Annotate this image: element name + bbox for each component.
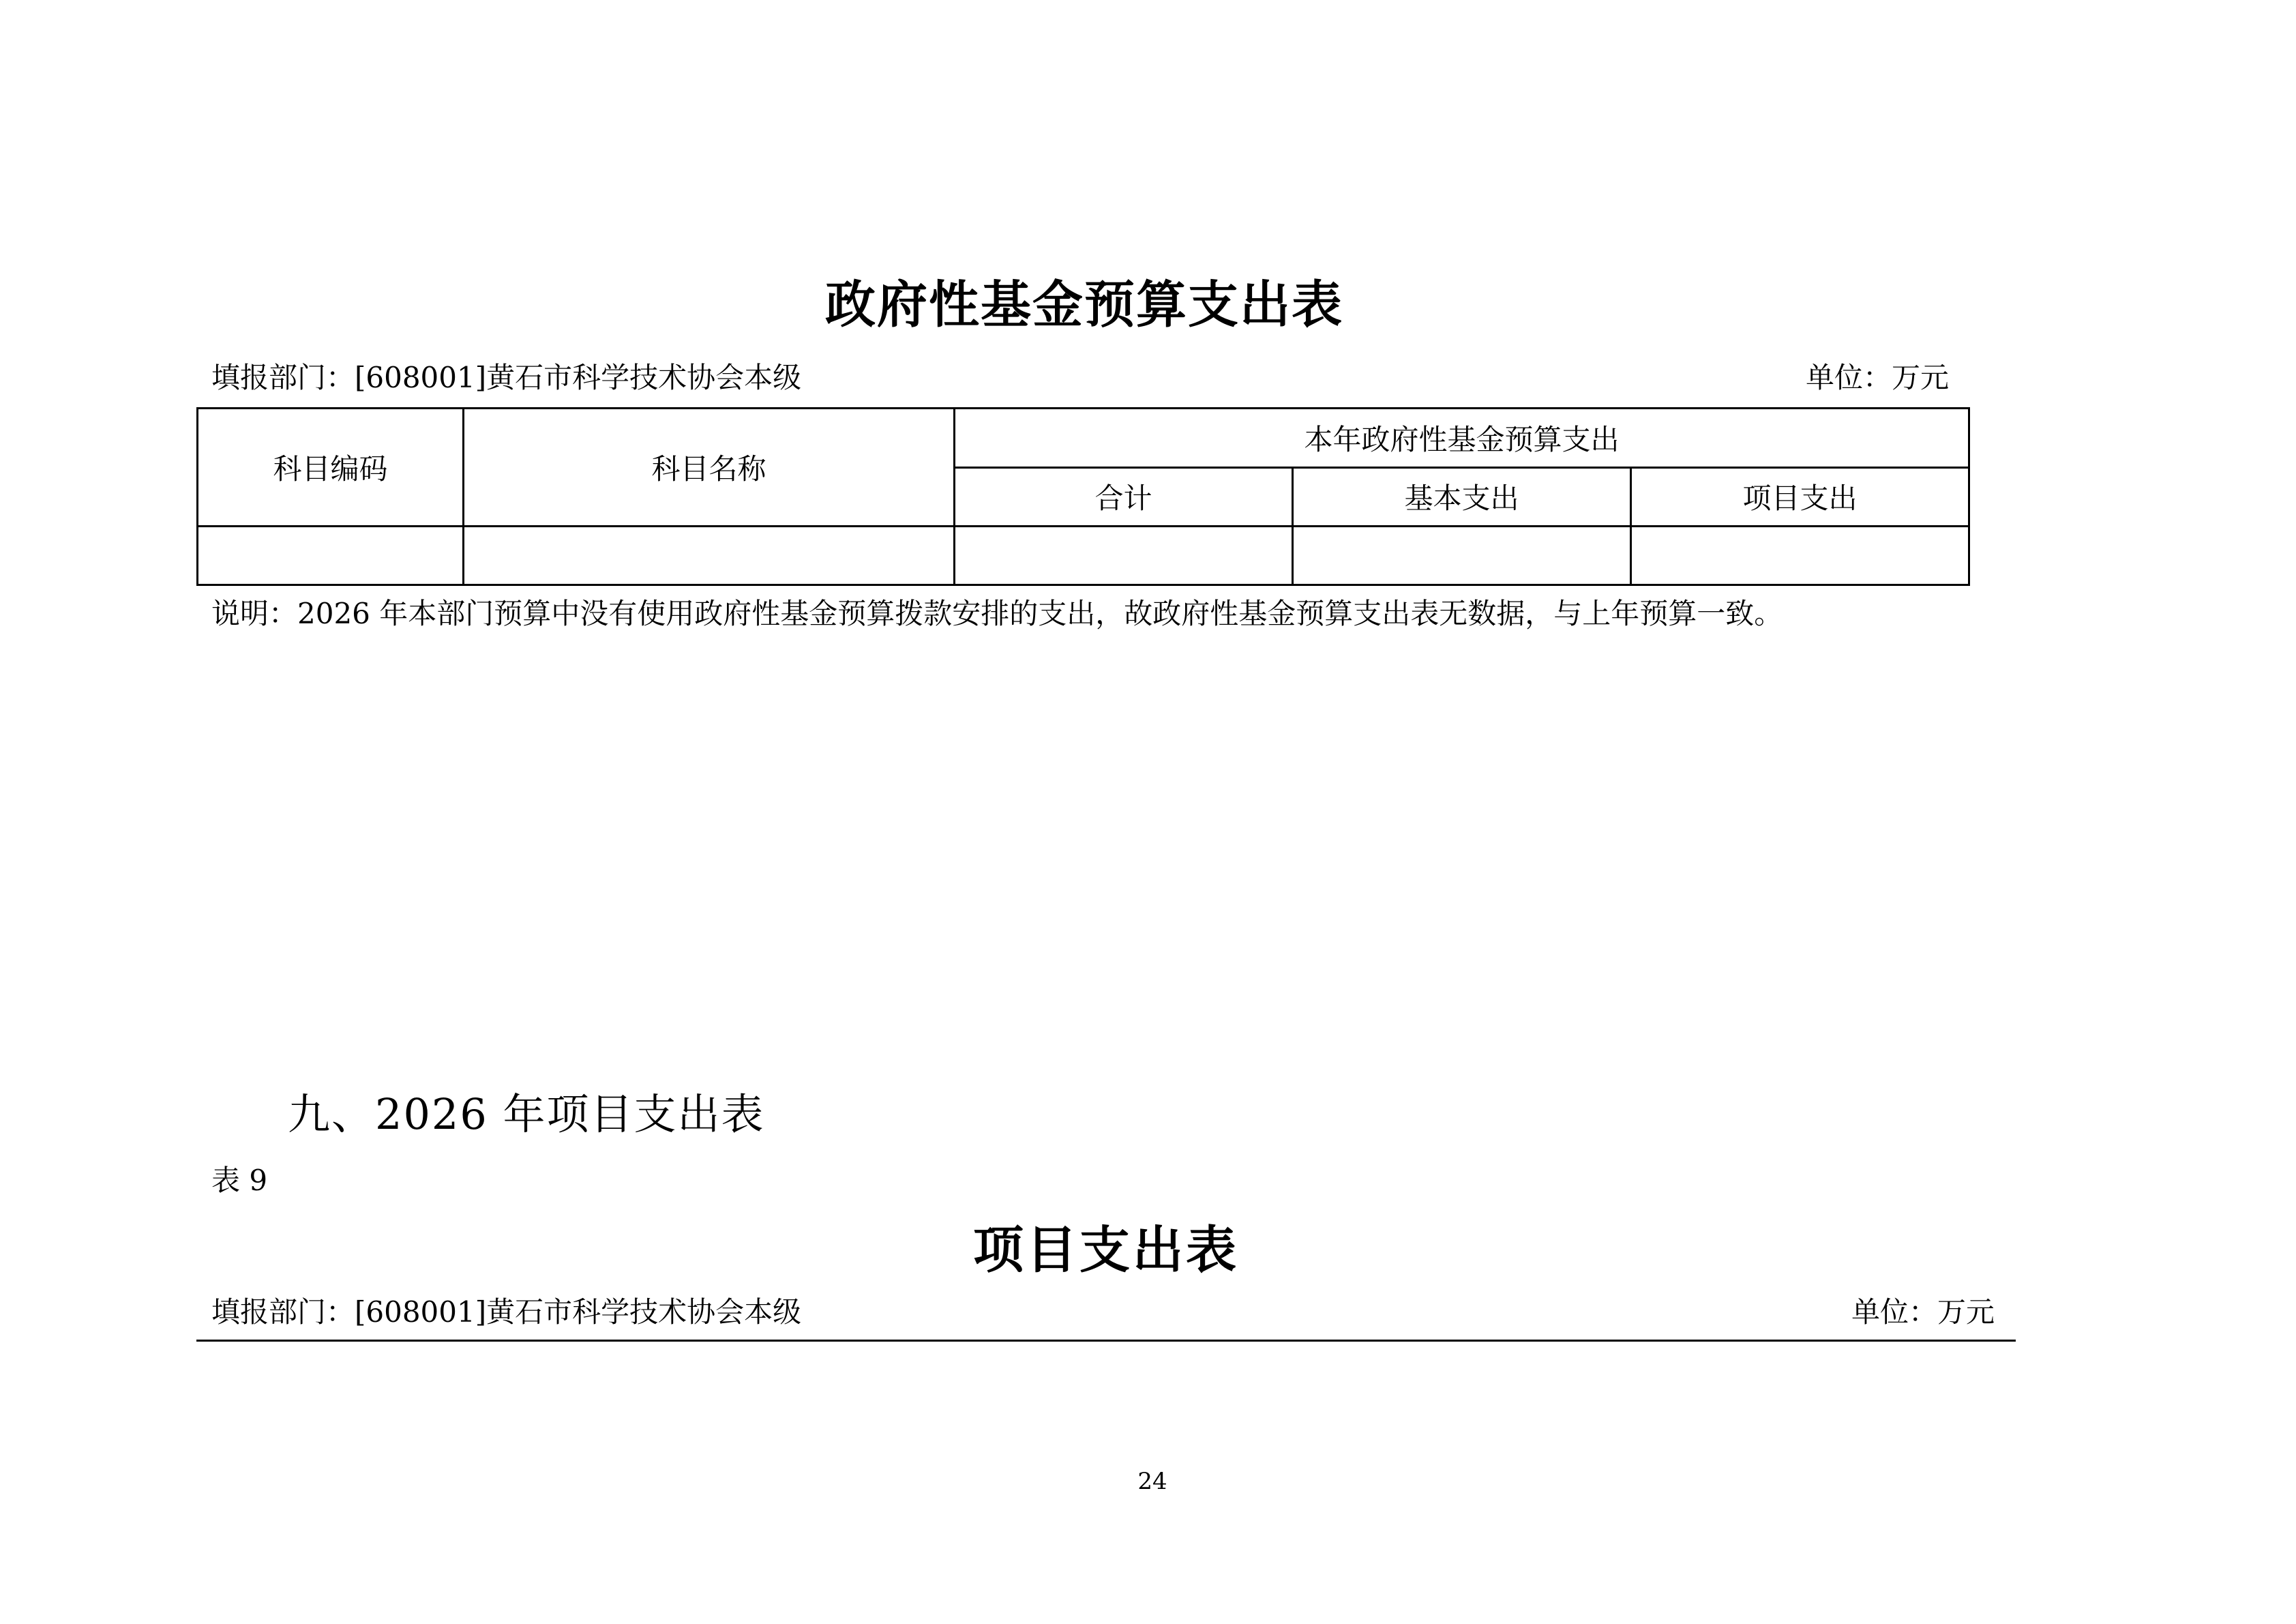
header-basic-expenditure: 基本支出 (1293, 467, 1631, 527)
cell-code (198, 527, 464, 585)
header-project-expenditure: 项目支出 (1631, 467, 1969, 527)
table9-title: 项目支出表 (973, 1221, 1239, 1280)
header-subject-code: 科目编码 (198, 409, 464, 527)
government-fund-budget-table (196, 407, 1970, 586)
table9-top-rule (196, 1340, 2016, 1342)
header-total: 合计 (955, 467, 1293, 527)
table9-unit-label: 单位：万元 (1851, 1295, 1995, 1329)
page-number: 24 (1137, 1468, 1167, 1495)
table8-unit-label: 单位：万元 (1806, 361, 1950, 394)
table-number-label: 表 9 (211, 1164, 268, 1197)
table8-title: 政府性基金预算支出表 (825, 276, 1343, 334)
table-header-row (198, 409, 1969, 468)
table-row (198, 527, 1969, 585)
cell-total (955, 527, 1293, 585)
cell-name (464, 527, 955, 585)
table9-dept-label: 填报部门：[608001]黄石市科学技术协会本级 (211, 1295, 802, 1329)
cell-basic (1293, 527, 1631, 585)
cell-project (1631, 527, 1969, 585)
section-heading: 九、2026 年项目支出表 (288, 1089, 765, 1139)
header-subject-name: 科目名称 (464, 409, 955, 527)
table8-dept-label: 填报部门：[608001]黄石市科学技术协会本级 (211, 361, 802, 394)
table8-note: 说明：2026 年本部门预算中没有使用政府性基金预算拨款安排的支出，故政府性基金预算支出表无数据，与上年预算一致。 (211, 597, 1783, 630)
header-fund-expenditure-group: 本年政府性基金预算支出 (955, 409, 1969, 468)
